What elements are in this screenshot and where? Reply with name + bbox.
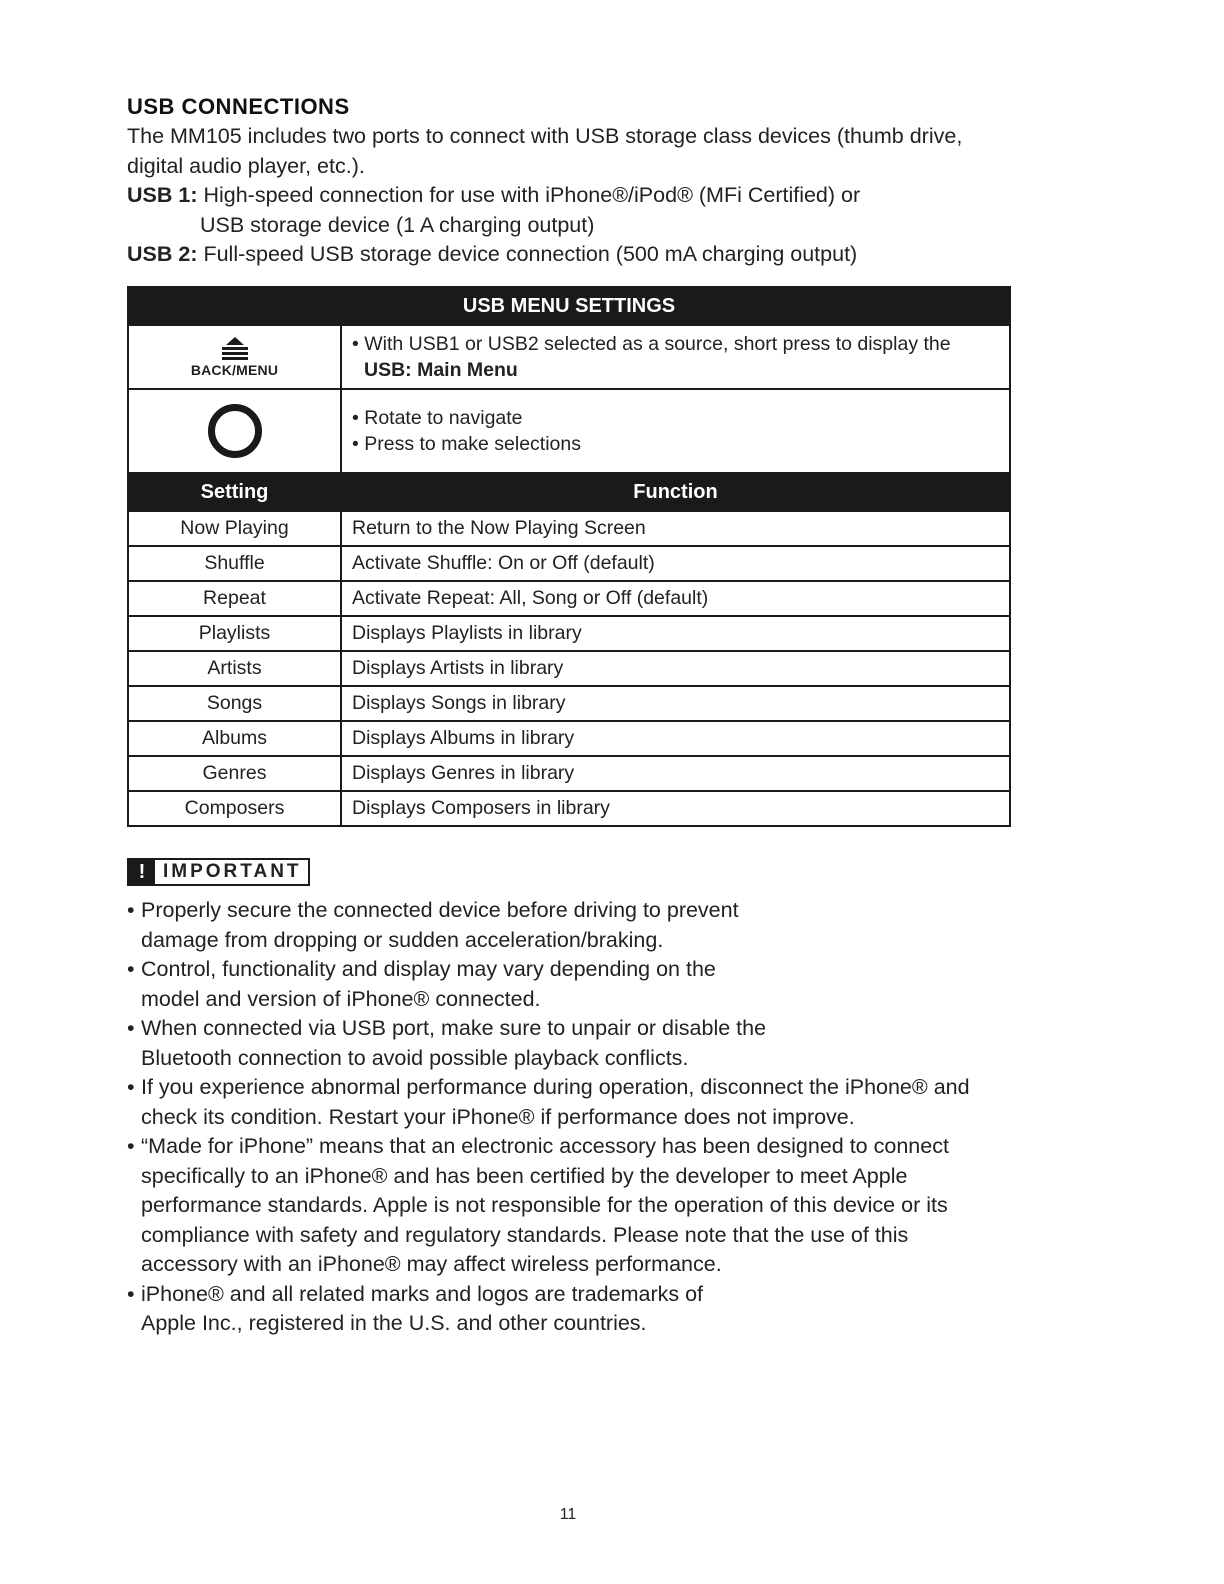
function-cell: Displays Playlists in library [341, 616, 1010, 651]
function-cell: Return to the Now Playing Screen [341, 511, 1010, 546]
function-cell: Displays Composers in library [341, 791, 1010, 826]
column-header-setting: Setting [128, 473, 341, 511]
setting-cell: Songs [128, 686, 341, 721]
setting-cell: Genres [128, 756, 341, 791]
setting-cell: Shuffle [128, 546, 341, 581]
rotary-knob-icon [208, 404, 262, 458]
back-menu-desc-text: • With USB1 or USB2 selected as a source, short press to display the [352, 333, 951, 355]
back-menu-description [341, 325, 1010, 389]
table-row [128, 791, 1010, 826]
table-row [128, 686, 1010, 721]
page-number: 11 [559, 1506, 577, 1523]
usb2-text: Full-speed USB storage device connection (500 mA charging output) [203, 242, 858, 266]
important-notes-list [127, 896, 1007, 1339]
back-menu-row [128, 325, 1010, 389]
usb2-label: USB 2: [127, 242, 198, 266]
list-item: • iPhone® and all related marks and logos are trademarks of Apple Inc., registered in the U.S. and other countries. [127, 1280, 761, 1339]
intro-paragraph: The MM105 includes two ports to connect with USB storage class devices (thumb drive, digital audio player, etc.). [127, 124, 963, 178]
knob-description [341, 389, 1010, 473]
function-cell: Displays Albums in library [341, 721, 1010, 756]
knob-desc-1: • Rotate to navigate [352, 407, 523, 429]
back-menu-label: BACK/MENU [190, 362, 279, 378]
setting-cell: Playlists [128, 616, 341, 651]
knob-row [128, 389, 1010, 473]
back-menu-icon [129, 336, 340, 362]
table-row [128, 721, 1010, 756]
usb2-description [127, 240, 1011, 270]
knob-cell [128, 389, 341, 473]
list-item: • If you experience abnormal performance during operation, disconnect the iPhone® and check its condition. Restart your iPhone® if performance does not improve. [127, 1073, 1019, 1132]
usb1-line1: High-speed connection for use with iPhone®/iPod® (MFi Certified) or [203, 183, 861, 207]
function-cell: Activate Repeat: All, Song or Off (default) [341, 581, 1010, 616]
section-title: USB CONNECTIONS [127, 94, 350, 119]
table-title: USB MENU SETTINGS [128, 287, 1010, 325]
table-row [128, 616, 1010, 651]
function-cell: Displays Artists in library [341, 651, 1010, 686]
knob-desc-2: • Press to make selections [352, 433, 582, 455]
setting-cell: Repeat [128, 581, 341, 616]
setting-cell: Albums [128, 721, 341, 756]
back-menu-desc-strong: USB: Main Menu [364, 359, 518, 381]
back-menu-cell [128, 325, 341, 389]
list-item: • Control, functionality and display may vary depending on the model and version of iPhone® connected. [127, 955, 761, 1014]
setting-cell: Composers [128, 791, 341, 826]
function-cell: Displays Genres in library [341, 756, 1010, 791]
table-row [128, 756, 1010, 791]
important-label: IMPORTANT [163, 861, 302, 882]
table-row [128, 511, 1010, 546]
setting-cell: Artists [128, 651, 341, 686]
exclamation-icon: ! [129, 860, 155, 884]
column-header-function: Function [341, 473, 1010, 511]
important-badge [127, 858, 310, 886]
usb-menu-settings-table [127, 286, 1011, 827]
usb1-label: USB 1: [127, 183, 198, 207]
function-cell: Displays Songs in library [341, 686, 1010, 721]
setting-cell: Now Playing [128, 511, 341, 546]
function-cell: Activate Shuffle: On or Off (default) [341, 546, 1010, 581]
usb1-line2: USB storage device (1 A charging output) [200, 212, 595, 237]
list-item: • When connected via USB port, make sure to unpair or disable the Bluetooth connection to avoid possible playback conflicts. [127, 1014, 841, 1073]
usb1-description [127, 181, 1011, 240]
usb-connections-section [127, 92, 1011, 270]
table-row [128, 546, 1010, 581]
list-item: • Properly secure the connected device before driving to prevent damage from dropping or sudden acceleration/braking. [127, 896, 801, 955]
table-row [128, 581, 1010, 616]
table-row [128, 651, 1010, 686]
list-item: • “Made for iPhone” means that an electronic accessory has been designed to connect specifically to an iPhone® and has been certified by the developer to meet Apple performance standards. Apple is not responsible for the operation of this device or its compliance with safety and regulatory standards. Please note that the use of this accessory with an iPhone® may affect wireless performance. [127, 1132, 991, 1280]
